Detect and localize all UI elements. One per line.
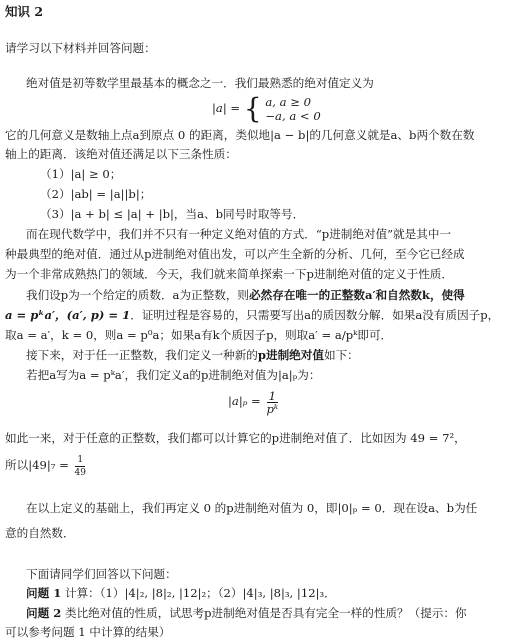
formula-case: a, a ≥ 0 (265, 95, 311, 109)
paragraph (5, 307, 499, 323)
text-run: 如下： (323, 348, 359, 362)
question-2 (26, 605, 467, 621)
fraction-numerator: 1 (77, 454, 84, 465)
property-item: （1）|a| ≥ 0； (40, 167, 122, 181)
section-heading: 知识 2 (5, 4, 44, 19)
paragraph (5, 452, 88, 479)
paragraph: 轴上的距离．该绝对值还满足以下三条性质： (5, 147, 237, 161)
property-item: （3）|a + b| ≤ |a| + |b|，当a、b同号时取等号． (40, 207, 305, 221)
formula-lhs: |a| = (212, 101, 241, 115)
bold-text-run: 必然存在唯一的正整数a′和自然数k，使得 (249, 288, 465, 302)
fraction (264, 390, 280, 415)
paragraph: 为一个非常成熟热门的领域．今天，我们就来简单探索一下p进制绝对值的定义于性质． (5, 267, 453, 281)
question-label: 问题 1 (26, 586, 62, 600)
paragraph: 种最典型的绝对值．通过从p进制绝对值出发，可以产生全新的分析、几何，至今它已经成 (5, 247, 465, 261)
fraction-denominator: pᵏ (266, 401, 279, 416)
paragraph: 在以上定义的基础上，我们再定义 0 的p进制绝对值为 0，即|0|ₚ = 0．现在设a、b为任 (26, 501, 478, 515)
formula-case: −a, a < 0 (265, 109, 321, 123)
question-text: 类比绝对值的性质，试思考p进制绝对值是否具有完全一样的性质？（提示：你 (64, 606, 467, 620)
paragraph: 下面请同学们回答以下问题： (26, 567, 177, 581)
paragraph: 若把a写为a = pᵏa′，我们定义a的p进制绝对值为|a|ₚ为： (26, 368, 321, 382)
question-label: 问题 2 (26, 606, 62, 620)
question-text: 计算：（1）|4|₂, |8|₂, |12|₂；（2）|4|₃, |8|₃, |12|₃． (64, 586, 336, 600)
property-item: （2）|ab| = |a||b|； (40, 187, 152, 201)
bold-formula: a = pᵏa′，(a′, p) = 1 (5, 308, 131, 322)
fraction-numerator: 1 (268, 388, 276, 403)
formula-cases (265, 95, 320, 123)
fraction (73, 454, 88, 479)
intro-text: 请学习以下材料并回答问题： (5, 41, 156, 55)
paragraph: 而在现代数学中，我们并不只有一种定义绝对值的方式．“p进制绝对值”就是其中一 (26, 227, 452, 241)
text-run: 所以|49|₇ = (5, 458, 69, 472)
text-run: 接下来，对于任一正整数，我们定义一种新的 (26, 348, 258, 362)
abs-definition-formula (212, 94, 321, 123)
paragraph: 它的几何意义是数轴上点a到原点 0 的距离，类似地|a − b|的几何意义就是a、b两个数在数 (5, 128, 475, 142)
brace: { (243, 92, 262, 125)
fraction-denominator: 49 (74, 467, 86, 478)
text-run: ．证明过程是容易的，只需要写出a的质因数分解．如果a没有质因子p， (130, 308, 500, 322)
question-2-continued: 可以参考问题 1 中计算的结果） (5, 625, 171, 639)
paragraph (26, 287, 465, 303)
paragraph: 意的自然数． (5, 526, 75, 540)
padic-definition-formula (228, 387, 280, 415)
paragraph (26, 347, 359, 363)
paragraph: 如此一来，对于任意的正整数，我们都可以计算它的p进制绝对值了．比如因为 49 = 7²， (5, 431, 466, 445)
text-run: 我们设p为一个给定的质数．a为正整数，则 (26, 288, 250, 302)
bold-text-run: p进制绝对值 (257, 348, 324, 362)
formula-lhs: |a|ₚ = (228, 394, 261, 408)
paragraph: 绝对值是初等数学里最基本的概念之一．我们最熟悉的绝对值定义为 (26, 76, 374, 90)
question-1 (26, 585, 336, 601)
paragraph: 取a = a′，k = 0，则a = p⁰a；如果a有k个质因子p，则取a′ = a/pᵏ即可． (5, 328, 393, 342)
